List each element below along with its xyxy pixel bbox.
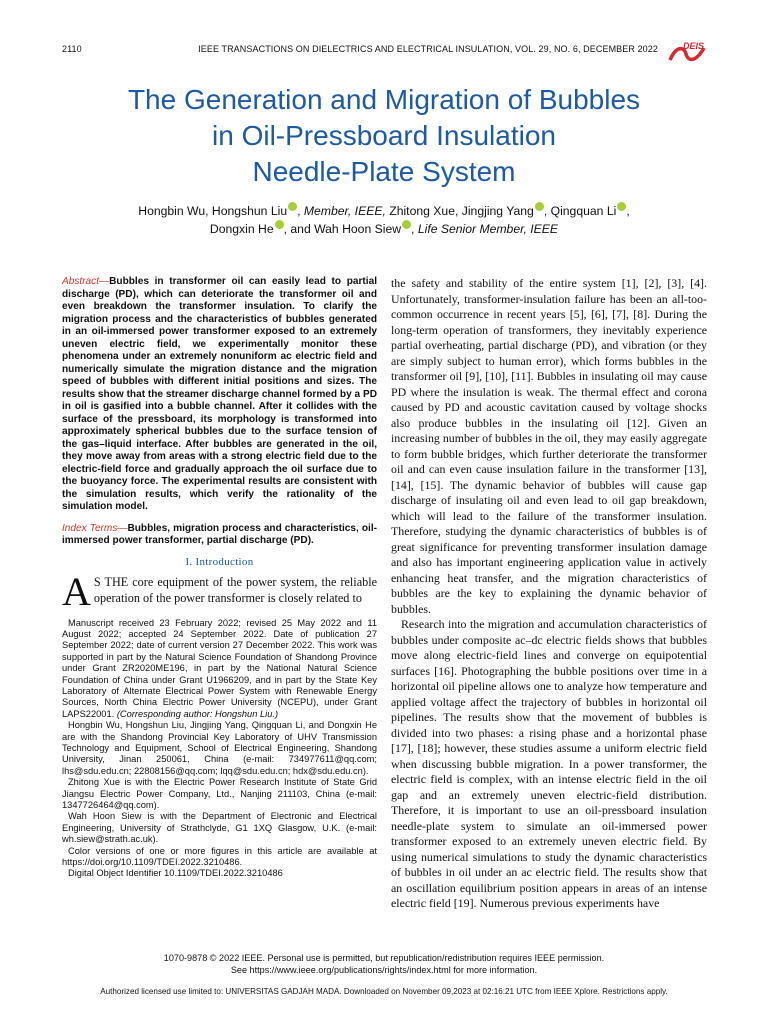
author-wu: Hongbin Wu, xyxy=(138,204,209,218)
abstract xyxy=(62,276,377,514)
orcid-icon[interactable] xyxy=(275,220,284,229)
intro-text: S THE core equipment of the power system, the reliable operation of the power transformer is closely related to xyxy=(93,574,377,605)
orcid-icon[interactable] xyxy=(535,202,544,211)
copyright-notice xyxy=(62,952,706,976)
title-line: in Oil-Pressboard Insulation xyxy=(212,120,556,151)
author-he: Dongxin He xyxy=(209,222,274,236)
right-column xyxy=(391,276,707,912)
author-yang: Jingjing Yang xyxy=(461,204,534,218)
logo-text: DEIS xyxy=(683,41,705,51)
orcid-icon[interactable] xyxy=(617,202,626,211)
footnote-affiliation: Zhitong Xue is with the Electric Power Research Institute of State Grid Jiangsu Electric Power Company, Ltd., Nanjing 211103, China (e-mail: 1347726464@qq.com). xyxy=(62,777,377,810)
body-paragraph: the safety and stability of the entire system [1], [2], [3], [4]. Unfortunately, transformer-insulation failure has been an all-too-common occurrence in recent years [5], [6], [7], [8]. During the long-term operation of transformers, they inevitably experience partial overheating, partial discharge (PD), and vibration (or they are simply subject to human error), which forms bubbles in the transformer oil [9], [10], [11]. Bubbles in insulating oil may cause PD where the insulation is weak. The thermal effect and corona caused by PD and acoustic cavitation caused by voltage shocks also produce bubbles in the insulating oil [12]. Given an increasing number of bubbles in the oil, they may easily aggregate to form bubble bridges, which further deteriorate the transformer oil and can even cause insulation failure in the transformer [13], [14], [15]. The dynamic behavior of bubbles will cause gap discharge of insulating oil and even lead to oil gap breakdown, which will lead to the failure of the transformer insulation. Therefore, studying the dynamic characteristics of bubbles is of great significance for preventing transformer insulation damage and also has important engineering application value in actively enhancing heat transfer, and the migration characteristics of bubbles are the key to explaining the dynamic behavior of bubbles. xyxy=(391,276,707,616)
author-liu-membership: Member, IEEE, xyxy=(303,204,386,218)
index-terms xyxy=(62,523,377,548)
copyright-line: See https://www.ieee.org/publications/rights/index.html for more information. xyxy=(230,965,538,975)
page-number: 2110 xyxy=(62,44,82,54)
first-page-footnote xyxy=(62,618,377,880)
footnote-received xyxy=(62,618,377,721)
intro-paragraph xyxy=(62,568,377,614)
footnote-affiliation: Hongbin Wu, Hongshun Liu, Jingjing Yang, Qingquan Li, and Dongxin He are with the Shandong Provincial Key Laboratory of UHV Transmission Technology and Equipment, School of Electrical Engineering, Shandong University, Jinan 250061, China (e-mail: 734977611@qq.com; lhs@sdu.edu.cn; 22808156@qq.com; lqq@sdu.edu.cn; hdx@sdu.edu.cn). xyxy=(62,720,377,776)
copyright-line: 1070-9878 © 2022 IEEE. Personal use is permitted, but republication/redistribution requires IEEE permission. xyxy=(163,953,605,963)
index-terms-label: Index Terms— xyxy=(62,522,128,534)
title-line: The Generation and Migration of Bubbles xyxy=(127,84,641,115)
license-notice: Authorized licensed use limited to: UNIVERSITAS GADJAH MADA. Downloaded on November 09,2023 at 02:16:21 UTC from IEEE Xplore. Restrictions apply. xyxy=(100,987,668,996)
footnote-received-text: Manuscript received 23 February 2022; revised 25 May 2022 and 11 August 2022; accepted 24 September 2022. Date of publication 27 September 2022; date of current version 27 December 2022. This work was supported in part by the Natural Science Foundation of Shandong Province under Grant ZR2020ME196, in part by the National Natural Science Foundation of China under Grant U1966209, and in part by the State Key Laboratory of Alternate Electrical Power System with Renewable Energy Sources, North China Electric Power University (NCEPU), under Grant LAPS22001. xyxy=(62,617,377,719)
author-list: Hongbin Wu, Hongshun Liu , Member, IEEE, Zhitong Xue, Jingjing Yang , Qingquan Li , Dongxin He , and Wah Hoon Siew , Life Senior Member, IEEE xyxy=(138,204,630,236)
title-line: Needle-Plate System xyxy=(252,156,516,187)
index-terms-text: Bubbles, migration process and characteristics, oil-immersed power transformer, partial discharge (PD). xyxy=(62,522,377,546)
body-paragraph: Research into the migration and accumulation characteristics of bubbles under composite ac–dc electric fields shows that bubbles move along electric-field lines and converge on equipotential surfaces [16]. Photographing the bubble positions over time in a horizontal oil pipeline allows one to analyze how temperature and applied voltage affect the trajectory of bubbles in horizontal oil pipelines. The results show that the movement of bubbles is divided into two phases: a rising phase and a horizontal phase [17], [18]; however, these studies assume a uniform electric field when discussing bubble migration. In a power transformer, the electric field is complex, with an intense electric field in the oil gap and an extremely uneven electric-field distribution. Therefore, it is important to use an oil-pressboard insulation needle-plate system to simulate an oil-immersed power transformer exposed to an extremely uneven electric field. By using numerical simulations to study the dynamic characteristics of bubbles in oil under an ac electric field. The results show that an oscillation equilibrium position appears in areas of an intense electric field [19]. Numerous previous experiments have xyxy=(391,617,707,910)
footnote-corresponding: (Corresponding author: Hongshun Liu.) xyxy=(116,708,279,719)
journal-name: IEEE TRANSACTIONS ON DIELECTRICS AND ELECTRICAL INSULATION, VOL. 29, NO. 6, DECEMBER 2022 xyxy=(198,44,658,54)
ieee-deis-logo-icon xyxy=(666,38,708,66)
author-li: Qingquan Li xyxy=(550,204,617,218)
author-siew-membership: Life Senior Member, IEEE xyxy=(417,222,559,236)
orcid-icon[interactable] xyxy=(288,202,297,211)
author-liu: Hongshun Liu xyxy=(211,204,288,218)
footnote-affiliation: Wah Hoon Siew is with the Department of Electronic and Electrical Engineering, University of Strathclyde, G1 1XQ Glasgow, U.K. (e-mail: wh.siew@strath.ac.uk). xyxy=(62,811,377,845)
drop-cap: A xyxy=(62,568,91,614)
left-column xyxy=(62,276,377,880)
orcid-icon[interactable] xyxy=(402,220,411,229)
section-heading: I. Introduction xyxy=(185,555,254,568)
footnote-doi: Digital Object Identifier 10.1109/TDEI.2022.3210486 xyxy=(68,868,283,879)
abstract-label: Abstract— xyxy=(62,276,110,287)
footnote-color-versions: Color versions of one or more figures in this article are available at https://doi.org/10.1109/TDEI.2022.3210486. xyxy=(62,845,377,868)
paper-title xyxy=(70,82,698,190)
author-xue: Zhitong Xue, xyxy=(389,204,459,218)
abstract-text: Bubbles in transformer oil can easily lead to partial discharge (PD), which can deteriorate the transformer oil and even breakdown the transformer insulation. To clarify the migration process and the characteristics of bubbles generated in an oil-immersed power transformer exposed to an extremely uneven electric field, we experimentally monitor these phenomena under an extremely nonuniform ac electric field and numerically simulate the migration distance and the migration speed of bubbles with different initial positions and sizes. The results show that the streamer discharge channel formed by a PD in oil is gasified into a bubble channel. After it collides with the surface of the pressboard, its morphology is transformed into approximately spherical bubbles due to the surface tension of the gas–liquid interface. After bubbles are generated in the oil, they move away from areas with a strong electric field due to the electric-field force and gradually approach the oil surface due to the buoyancy force. The experimental results are consistent with the simulation results, which verify the rationality of the simulation model. xyxy=(62,276,377,512)
author-siew: , and Wah Hoon Siew xyxy=(283,222,402,236)
